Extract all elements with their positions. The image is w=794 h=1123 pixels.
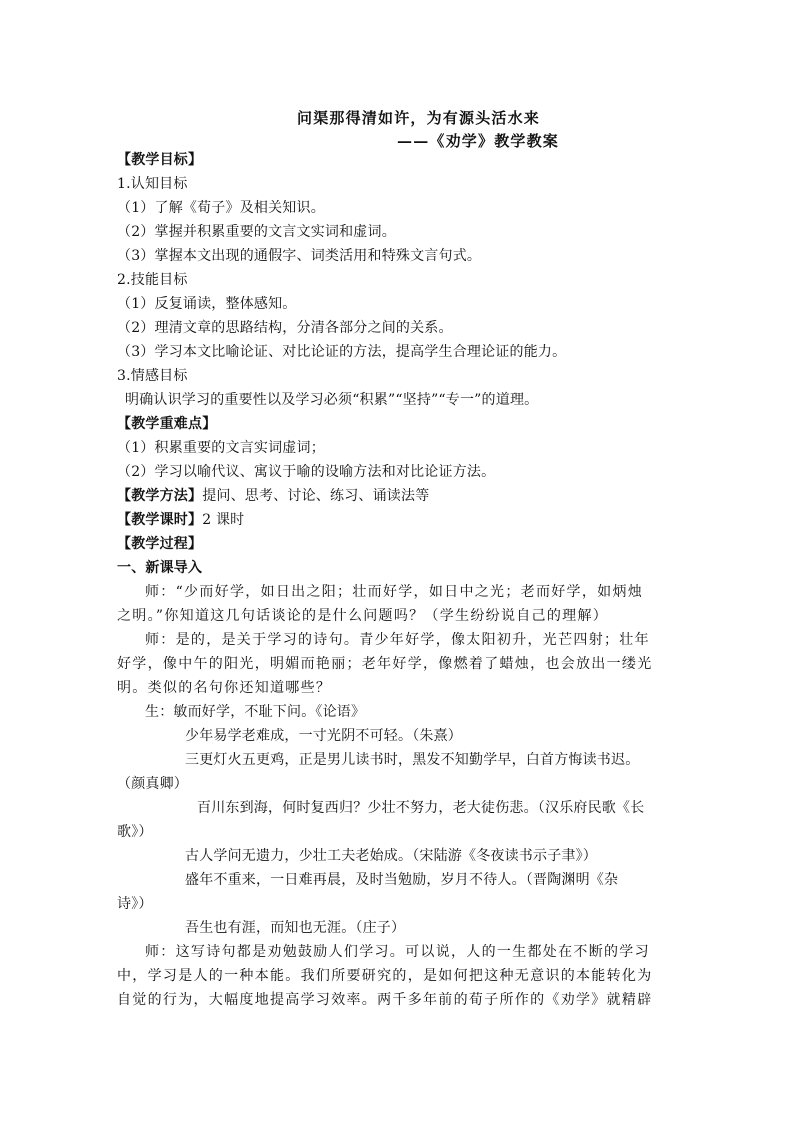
body-line: 自觉的行为，大幅度地提高学习效率。两千多年前的荀子所作的《劝学》就精辟 xyxy=(117,992,653,1008)
body-line: 师：是的，是关于学习的诗句。青少年好学，像太阳初升，光芒四射；壮年 xyxy=(145,632,650,648)
skill-item: （1）反复诵读，整体感知。 xyxy=(117,296,297,312)
key-point-item: （1）积累重要的文言实词虚词； xyxy=(117,440,325,456)
skill-heading: 2.技能目标 xyxy=(117,272,188,288)
intro-heading: 一、新课导入 xyxy=(117,560,203,576)
cognitive-item: （1）了解《荀子》及相关知识。 xyxy=(117,200,325,216)
body-line: 中，学习是人的一种本能。我们所要研究的，是如何把这种无意识的本能转化为 xyxy=(117,968,653,984)
key-point-item: （2）学习以喻代议、寓议于喻的设喻方法和对比论证方法。 xyxy=(117,464,496,480)
body-line: 好学，像中午的阳光，明媚而艳丽；老年好学，像燃着了蜡烛，也会放出一缕光 xyxy=(117,656,653,672)
body-line: 诗》） xyxy=(117,896,153,912)
hours-line xyxy=(117,510,244,530)
objectives-heading: 【教学目标】 xyxy=(117,152,203,168)
cognitive-item: （2）掌握并积累重要的文言文实词和虚词。 xyxy=(117,224,396,240)
emotion-text: 明确认识学习的重要性以及学习必须“积累”“坚持”“专一”的道理。 xyxy=(125,392,539,408)
key-points-heading: 【教学重难点】 xyxy=(117,416,217,432)
body-line: 少年易学老难成，一寸光阴不可轻。（朱熹） xyxy=(185,728,462,744)
hours-text: 2 课时 xyxy=(202,512,245,528)
hours-heading: 【教学课时】 xyxy=(117,512,203,528)
body-line: 歌》） xyxy=(117,824,153,840)
methods-text: 提问、思考、讨论、练习、诵读法等 xyxy=(202,488,430,504)
body-line: 明。类似的名句你还知道哪些？ xyxy=(117,680,332,696)
document-subtitle: ——《劝学》教学教案 xyxy=(397,132,560,150)
body-line: 之明。”你知道这几句话谈论的是什么问题吗？（学生纷纷说自己的理解） xyxy=(117,608,609,624)
body-line: 三更灯火五更鸡，正是男儿读书时，黑发不知勤学早，白首方悔读书迟。 xyxy=(185,752,640,768)
body-line: 百川东到海，何时复西归？少壮不努力，老大徒伤悲。（汉乐府民歌《长 xyxy=(197,800,645,816)
body-line: 师：“少而好学，如日出之阳；壮而好学，如日中之光；老而好学，如炳烛 xyxy=(145,584,644,600)
cognitive-item: （3）掌握本文出现的通假字、词类活用和特殊文言句式。 xyxy=(117,248,482,264)
methods-heading: 【教学方法】 xyxy=(117,488,203,504)
cognitive-heading: 1.认知目标 xyxy=(117,176,188,192)
skill-item: （2）理清文章的思路结构，分清各部分之间的关系。 xyxy=(117,320,453,336)
body-line: 盛年不重来，一日难再晨，及时当勉励，岁月不待人。（晋陶渊明《杂 xyxy=(185,872,619,888)
body-line: 生：敏而好学，不耻下问。《论语》 xyxy=(145,704,366,720)
document-title: 问渠那得清如许，为有源头活水来 xyxy=(297,109,541,127)
body-line: 吾生也有涯，而知也无涯。（庄子） xyxy=(185,920,406,936)
methods-line xyxy=(117,486,429,506)
emotion-heading: 3.情感目标 xyxy=(117,368,188,384)
body-line: 师：这写诗句都是劝勉鼓励人们学习。可以说，人的一生都处在不断的学习 xyxy=(145,944,650,960)
body-line: 古人学问无遗力，少壮工夫老始成。（宋陆游《冬夜读书示子聿》） xyxy=(185,848,597,864)
skill-item: （3）学习本文比喻论证、对比论证的方法，提高学生合理论证的能力。 xyxy=(117,344,567,360)
process-heading: 【教学过程】 xyxy=(117,536,203,552)
body-line: （颜真卿） xyxy=(117,776,188,792)
